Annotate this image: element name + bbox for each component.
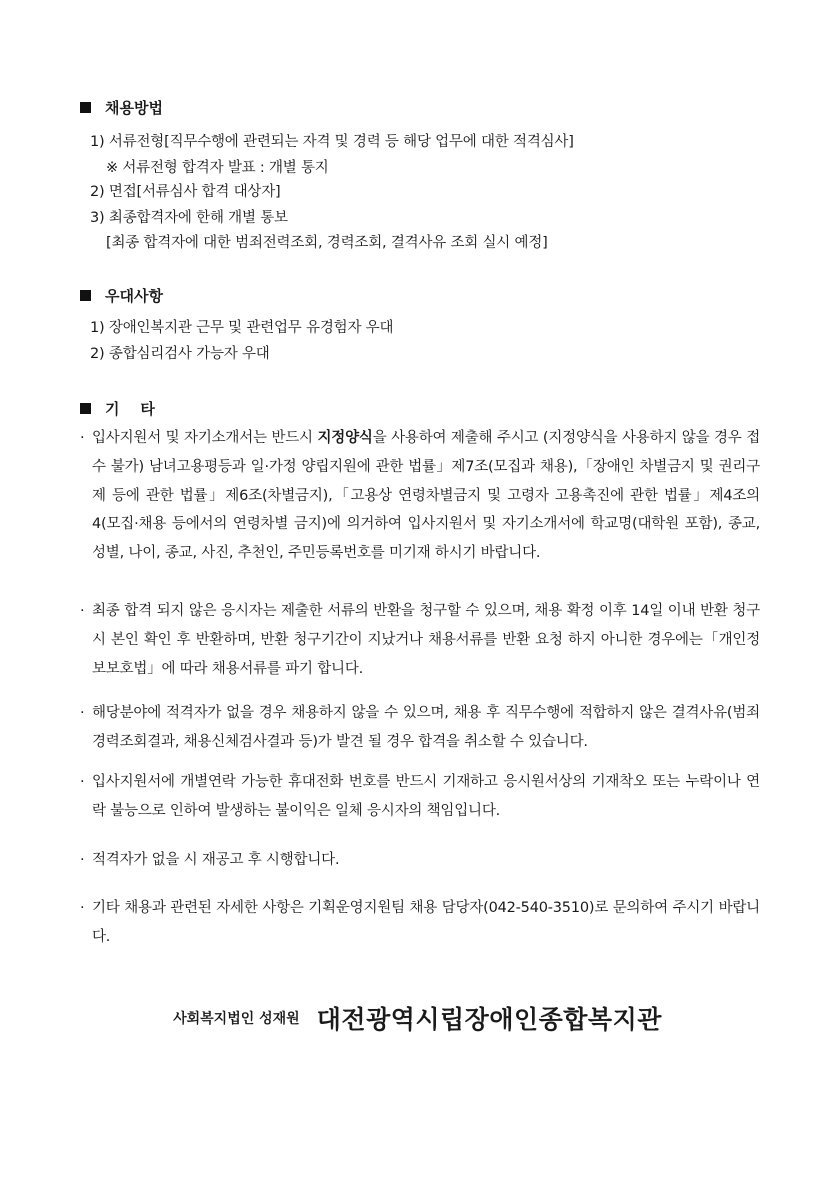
- square-bullet-icon: [80, 102, 91, 113]
- preference-item-1: 1) 장애인복지관 근무 및 관련업무 유경험자 우대: [90, 320, 394, 336]
- paragraph-text: 해당분야에 적격자가 없을 경우 채용하지 않을 수 있으며, 채용 후 직무수행에 적합하지 않은 결격사유(범죄경력조회결과, 채용신체검사결과 등)가 발견 될 경우 합격을 취소할 수 있습니다.: [92, 705, 760, 750]
- section-title-text: 기 타: [105, 400, 155, 418]
- etc-paragraph-1: [80, 424, 760, 568]
- method-item-2: 2) 면접[서류심사 합격 대상자]: [90, 184, 281, 200]
- paragraph-text: 입사지원서 및 자기소개서는 반드시 지정양식을 사용하여 제출해 주시고 (지정양식을 사용하지 않을 경우 접수 불가) 남녀고용평등과 일·가정 양립지원에 관한 법률」제7조(모집과 채용),「장애인 차별금지 및 권리구제 등에 관한 법률」제6조(차별금지),「고용상 연령차별금지 및 고령자 고용촉진에 관한 법률」제4조의 4(모집·채용 등에서의 연령차별 금지)에 의거하여 입사지원서 및 자기소개서에 학교명(대학원 포함), 종교, 성별, 나이, 종교, 사진, 추천인, 주민등록번호를 미기재 하시기 바랍니다.: [92, 430, 760, 562]
- method-item-1: 1) 서류전형[직무수행에 관련되는 자격 및 경력 등 해당 업무에 대한 적격심사]: [90, 134, 574, 150]
- bullet-dot: ·: [80, 705, 85, 721]
- paragraph-text: 입사지원서에 개별연락 가능한 휴대전화 번호를 반드시 기재하고 응시원서상의 기재착오 또는 누락이나 연락 불능으로 인하여 발생하는 불이익은 일체 응시자의 책임입니다.: [92, 774, 760, 819]
- paragraph-text: 최종 합격 되지 않은 응시자는 제출한 서류의 반환을 청구할 수 있으며, 채용 확정 이후 14일 이내 반환 청구 시 본인 확인 후 반환하며, 반환 청구기간이 지났거나 채용서류를 반환 요청 하지 아니한 경우에는「개인정보보호법」에 따라 채용서류를 파기 합니다.: [92, 603, 760, 677]
- emphasized-designated-form: 지정양식: [317, 430, 373, 446]
- preference-item-2: 2) 종합심리검사 가능자 우대: [90, 346, 270, 362]
- organization-name: 대전광역시립장애인종합복지관: [316, 1005, 662, 1034]
- bullet-dot: ·: [80, 430, 85, 446]
- square-bullet-icon: [80, 290, 91, 301]
- section-title-text: 우대사항: [105, 287, 163, 305]
- etc-paragraph-2: [80, 597, 760, 683]
- bullet-dot: ·: [80, 852, 85, 868]
- section-title-etc: [80, 398, 155, 419]
- section-title-preference: [80, 285, 163, 306]
- paragraph-text: 적격자가 없을 시 재공고 후 시행합니다.: [92, 852, 340, 868]
- etc-paragraph-5: [80, 846, 760, 875]
- corporation-name: 사회복지법인 성재원: [173, 1011, 300, 1027]
- bullet-dot: ·: [80, 900, 85, 916]
- section-title-recruitment-method: [80, 97, 163, 118]
- etc-paragraph-3: [80, 699, 760, 757]
- bullet-dot: ·: [80, 603, 85, 619]
- etc-paragraph-6: [80, 894, 760, 952]
- section-title-text: 채용방법: [105, 99, 163, 117]
- method-item-3-note: [최종 합격자에 대한 범죄전력조회, 경력조회, 결격사유 조회 실시 예정]: [106, 235, 548, 251]
- bullet-dot: ·: [80, 774, 85, 790]
- method-note: ※ 서류전형 합격자 발표 : 개별 통지: [106, 160, 329, 176]
- method-item-3: 3) 최종합격자에 한해 개별 통보: [90, 210, 288, 226]
- paragraph-text: 기타 채용과 관련된 자세한 사항은 기획운영지원팀 채용 담당자(042-540-3510)로 문의하여 주시기 바랍니다.: [92, 900, 760, 945]
- square-bullet-icon: [80, 403, 91, 414]
- issuer-footer: [0, 1000, 835, 1036]
- etc-paragraph-4: [80, 768, 760, 826]
